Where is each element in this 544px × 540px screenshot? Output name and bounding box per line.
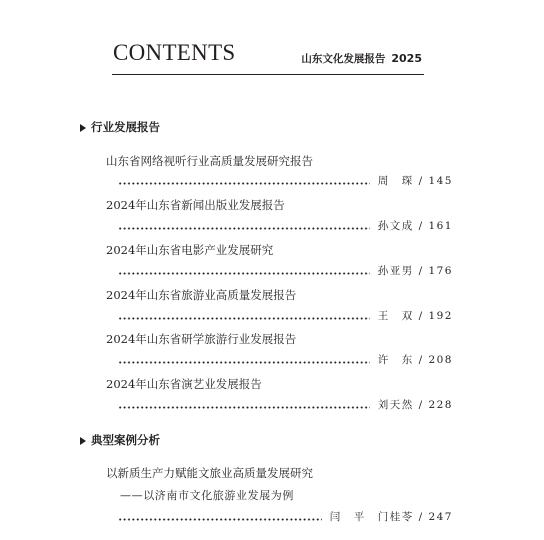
dot-leader xyxy=(118,182,370,185)
dot-leader xyxy=(118,406,370,409)
toc-entry-title[interactable]: 2024年山东省研学旅游行业发展报告 xyxy=(106,332,297,346)
toc-entry-author-page: 孙亚男 / 176 xyxy=(377,265,453,277)
toc-entry-leader xyxy=(118,264,453,278)
toc-entry-title[interactable]: 以新质生产力赋能文旅业高质量发展研究 xyxy=(106,466,313,480)
triangle-marker-icon xyxy=(80,437,86,445)
section-label: 行业发展报告 xyxy=(91,120,160,134)
section-heading-case-study xyxy=(80,432,160,448)
toc-entry-author-page: 许 东 / 208 xyxy=(377,354,453,366)
section-label: 典型案例分析 xyxy=(91,433,160,447)
section-heading-industry xyxy=(80,119,160,135)
toc-entry-author-page: 闫 平 门桂苓 / 247 xyxy=(329,511,453,523)
toc-entry-leader xyxy=(118,353,453,367)
dot-leader xyxy=(118,361,370,364)
contents-header xyxy=(112,40,424,75)
toc-entry-leader xyxy=(118,398,453,412)
dot-leader xyxy=(118,227,370,230)
toc-entry-title[interactable]: 2024年山东省新闻出版业发展报告 xyxy=(106,198,285,212)
toc-entry-author-page: 刘天然 / 228 xyxy=(377,399,453,411)
dot-leader xyxy=(118,518,322,521)
book-title: 山东文化发展报告 xyxy=(301,53,386,65)
page-title: CONTENTS xyxy=(113,40,236,65)
toc-entry-author-page: 周 琛 / 145 xyxy=(377,175,453,187)
triangle-marker-icon xyxy=(80,124,86,132)
toc-entry-leader xyxy=(118,309,453,323)
toc-entry-subtitle: ——以济南市文化旅游业发展为例 xyxy=(120,489,294,502)
running-head xyxy=(301,51,422,66)
toc-entry-title[interactable]: 山东省网络视听行业高质量发展研究报告 xyxy=(106,154,313,168)
toc-entry-leader xyxy=(118,219,453,233)
toc-entry-author-page: 孙文成 / 161 xyxy=(377,220,453,232)
toc-entry-title[interactable]: 2024年山东省旅游业高质量发展报告 xyxy=(106,288,297,302)
toc-entry-title[interactable]: 2024年山东省演艺业发展报告 xyxy=(106,377,262,391)
dot-leader xyxy=(118,272,370,275)
dot-leader xyxy=(118,317,370,320)
toc-entry-author-page: 王 双 / 192 xyxy=(377,310,453,322)
book-year: 2025 xyxy=(391,52,422,65)
toc-entry-leader xyxy=(118,510,453,524)
toc-entry-title[interactable]: 2024年山东省电影产业发展研究 xyxy=(106,243,274,257)
toc-entry-leader xyxy=(118,174,453,188)
